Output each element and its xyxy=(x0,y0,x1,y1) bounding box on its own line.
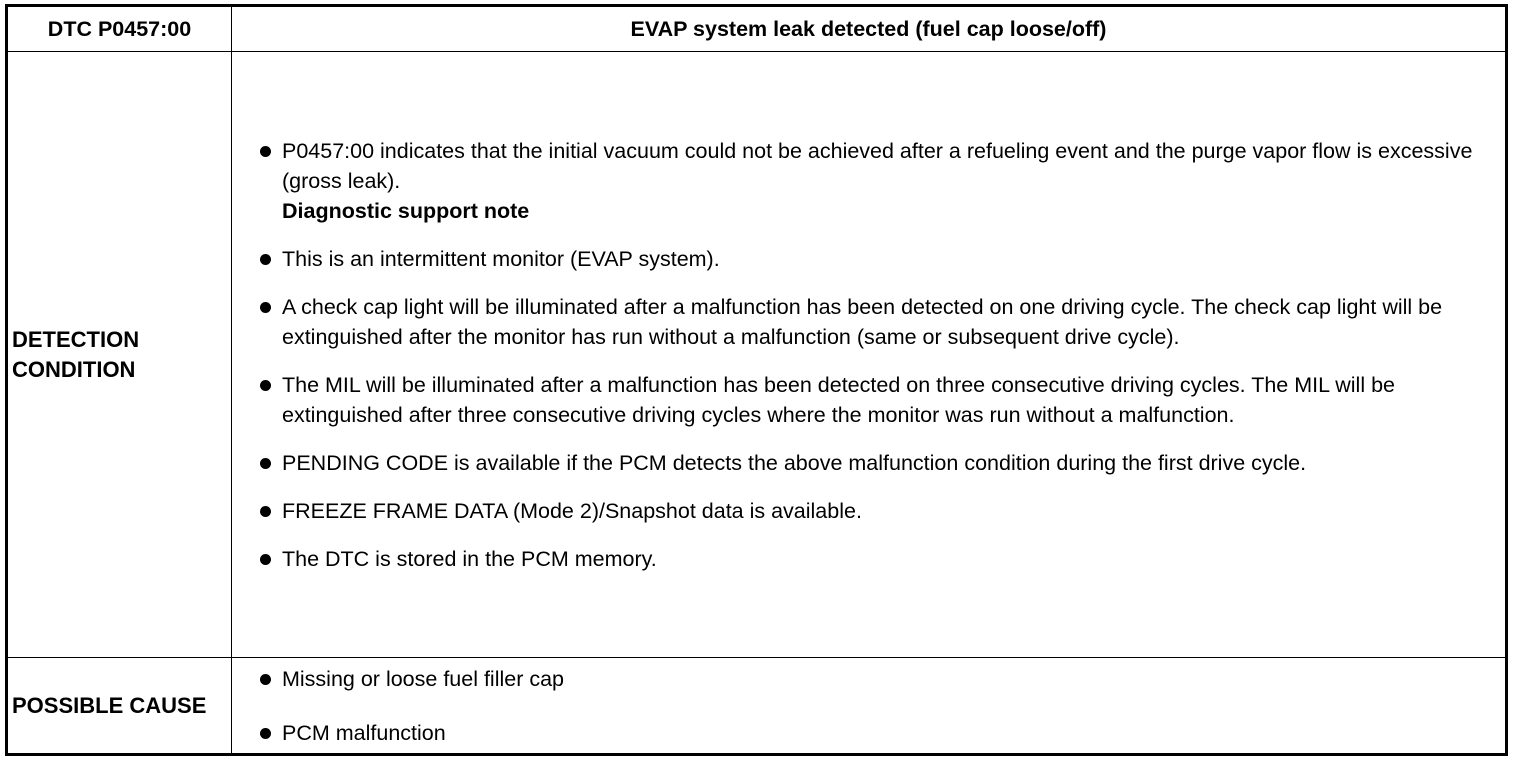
bullet-icon xyxy=(260,554,271,565)
detection-intro-text: P0457:00 indicates that the initial vacuum could not be achieved after a refueling event and the purge vapor flow is excessive (gross leak). xyxy=(282,138,1473,193)
cause-item-text: PCM malfunction xyxy=(282,720,446,745)
list-item xyxy=(282,544,1505,574)
header-row xyxy=(7,6,1507,52)
cause-items-list xyxy=(232,664,1505,748)
diagnostic-support-note-heading: Diagnostic support note xyxy=(282,198,530,223)
bullet-icon xyxy=(260,728,271,739)
detection-item-text: FREEZE FRAME DATA (Mode 2)/Snapshot data is available. xyxy=(282,498,862,523)
list-item xyxy=(282,244,1505,274)
bullet-icon xyxy=(260,254,271,265)
detection-item-text: This is an intermittent monitor (EVAP system). xyxy=(282,246,720,271)
bullet-icon xyxy=(260,302,271,313)
list-item xyxy=(282,718,1505,748)
list-item xyxy=(282,370,1505,430)
detection-condition-content xyxy=(232,52,1507,658)
cause-row xyxy=(7,658,1507,755)
detection-row xyxy=(7,52,1507,658)
detection-condition-label: DETECTION CONDITION xyxy=(7,52,232,658)
dtc-table xyxy=(5,4,1508,756)
list-item xyxy=(282,664,1505,694)
detection-item-text: The MIL will be illuminated after a malfunction has been detected on three consecutive driving cycles. The MIL will be extinguished after three consecutive driving cycles where the monitor was run without a malfunction. xyxy=(282,372,1396,427)
possible-cause-label: POSSIBLE CAUSE xyxy=(7,658,232,755)
dtc-description: EVAP system leak detected (fuel cap loose/off) xyxy=(232,6,1507,52)
list-item xyxy=(282,136,1505,196)
detection-item-text: PENDING CODE is available if the PCM detects the above malfunction condition during the first drive cycle. xyxy=(282,450,1307,475)
detection-item-text: A check cap light will be illuminated after a malfunction has been detected on one driving cycle. The check cap light will be extinguished after the monitor has run without a malfunction (same or subsequent drive cycle). xyxy=(282,294,1443,349)
bullet-icon xyxy=(260,506,271,517)
list-item xyxy=(282,292,1505,352)
bullet-icon xyxy=(260,674,271,685)
bullet-icon xyxy=(260,458,271,469)
bullet-icon xyxy=(260,380,271,391)
detection-intro-list xyxy=(232,136,1505,196)
cause-item-text: Missing or loose fuel filler cap xyxy=(282,666,565,691)
dtc-code: DTC P0457:00 xyxy=(7,6,232,52)
list-item xyxy=(282,496,1505,526)
list-item xyxy=(282,448,1505,478)
bullet-icon xyxy=(260,146,271,157)
detection-item-text: The DTC is stored in the PCM memory. xyxy=(282,546,657,571)
detection-items-list xyxy=(232,244,1505,574)
possible-cause-content xyxy=(232,658,1507,755)
